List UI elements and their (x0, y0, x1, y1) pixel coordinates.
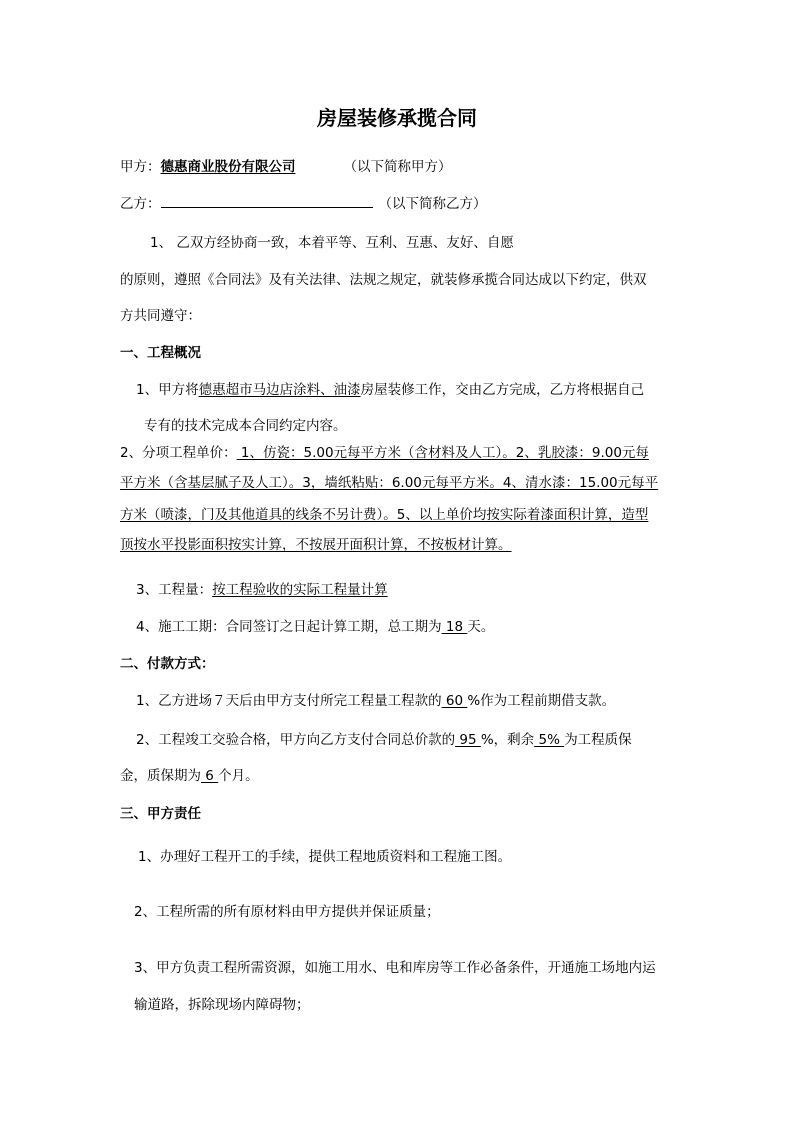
section1-item3-value: 按工程验收的实际工程量计算 (212, 582, 388, 598)
party-a-line (120, 157, 452, 177)
contract-title: 房屋装修承揽合同 (317, 106, 477, 130)
preamble-line-2: 的原则，遵照《合同法》及有关法律、法规之规定，就装修承揽合同达成以下约定，供双 (120, 272, 647, 288)
preamble-line-3: 方共同遵守： (120, 308, 201, 324)
section2-item2-line2-value: 6 (201, 768, 219, 784)
party-a-label: 甲方： (120, 159, 161, 175)
section1-item2-line1: 1、仿瓷：5.00元每平方米（含材料及人工）。2、乳胶漆：9.00元每 (236, 445, 649, 461)
section1-item2 (120, 443, 649, 463)
section2-item2-value2: 5% (534, 732, 565, 748)
section2-item2-mid: %，剩余 (480, 732, 535, 748)
section1-item2-line4: 顶按水平投影面积按实计算，不按展开面积计算，不按板材计算。 (120, 537, 512, 553)
section3-item3-line2: 输道路，拆除现场内障碍物； (134, 997, 310, 1013)
section1-item4-post: 天。 (467, 619, 495, 635)
section2-item2-line2 (120, 766, 259, 786)
section3-item2: 2、工程所需的所有原材料由甲方提供并保证质量； (134, 904, 440, 920)
section1-item1-post: 房屋装修工作，交由乙方完成，乙方将根据自己 (360, 382, 645, 398)
party-a-name: 德惠商业股份有限公司 (160, 159, 296, 175)
section3-heading: 三、甲方责任 (120, 806, 201, 822)
section1-item4-value: 18 (441, 619, 468, 635)
section1-item2-label: 2、分项工程单价： (120, 445, 237, 461)
section1-item2-line3: 方米（喷漆，门及其他道具的线条不另计费）。5、以上单价均按实际着漆面积计算，造型 (120, 507, 649, 523)
section2-item2-pre: 2、工程竣工交验合格，甲方向乙方支付合同总价款的 (136, 732, 456, 748)
party-b-note: （以下简称乙方） (378, 196, 487, 212)
party-b-blank (161, 193, 373, 208)
party-a-note: （以下简称甲方） (343, 159, 452, 175)
section1-heading: 一、工程概况 (120, 345, 201, 361)
section2-item2-line2-post: 个月。 (218, 768, 259, 784)
section2-item2-line2-pre: 金，质保期为 (120, 768, 201, 784)
section2-item2-value: 95 (455, 732, 481, 748)
section2-item1-post: %作为工程前期借支款。 (467, 693, 616, 709)
section2-item1-value: 60 (441, 693, 468, 709)
section1-item1 (136, 380, 644, 400)
section2-item2-post: 为工程质保 (564, 732, 632, 748)
section1-item2-line2: 平方米（含基层腻子及人工）。3，墙纸粘贴：6.00元每平方米。4、清水漆：15.00元每平 (120, 475, 659, 491)
section1-item4 (136, 617, 494, 637)
party-b-label: 乙方： (120, 196, 161, 212)
section2-heading: 二、付款方式： (120, 656, 215, 672)
preamble-line-1: 1、 乙双方经协商一致，本着平等、互利、互惠、友好、自愿 (150, 235, 514, 251)
section1-item3-label: 3、工程量： (136, 582, 213, 598)
section3-item3-line1: 3、甲方负责工程所需资源，如施工用水、电和库房等工作必备条件，开通施工场地内运 (134, 960, 656, 976)
section1-item4-pre: 4、施工工期：合同签订之日起计算工期，总工期为 (136, 619, 442, 635)
party-b-line (120, 193, 487, 213)
section1-item3 (136, 580, 388, 600)
section2-item1-pre: 1、乙方进场７天后由甲方支付所完工程量工程款的 (136, 693, 442, 709)
section1-item1-project: 德惠超市马边店涂料、油漆 (198, 382, 361, 398)
section2-item1 (136, 691, 615, 711)
section1-item1-pre: 1、甲方将 (136, 382, 199, 398)
section2-item2 (136, 730, 632, 750)
section1-item1-line2: 专有的技术完成本合同约定内容。 (144, 418, 347, 434)
section3-item1: 1、办理好工程开工的手续，提供工程地质资料和工程施工图。 (138, 849, 512, 865)
